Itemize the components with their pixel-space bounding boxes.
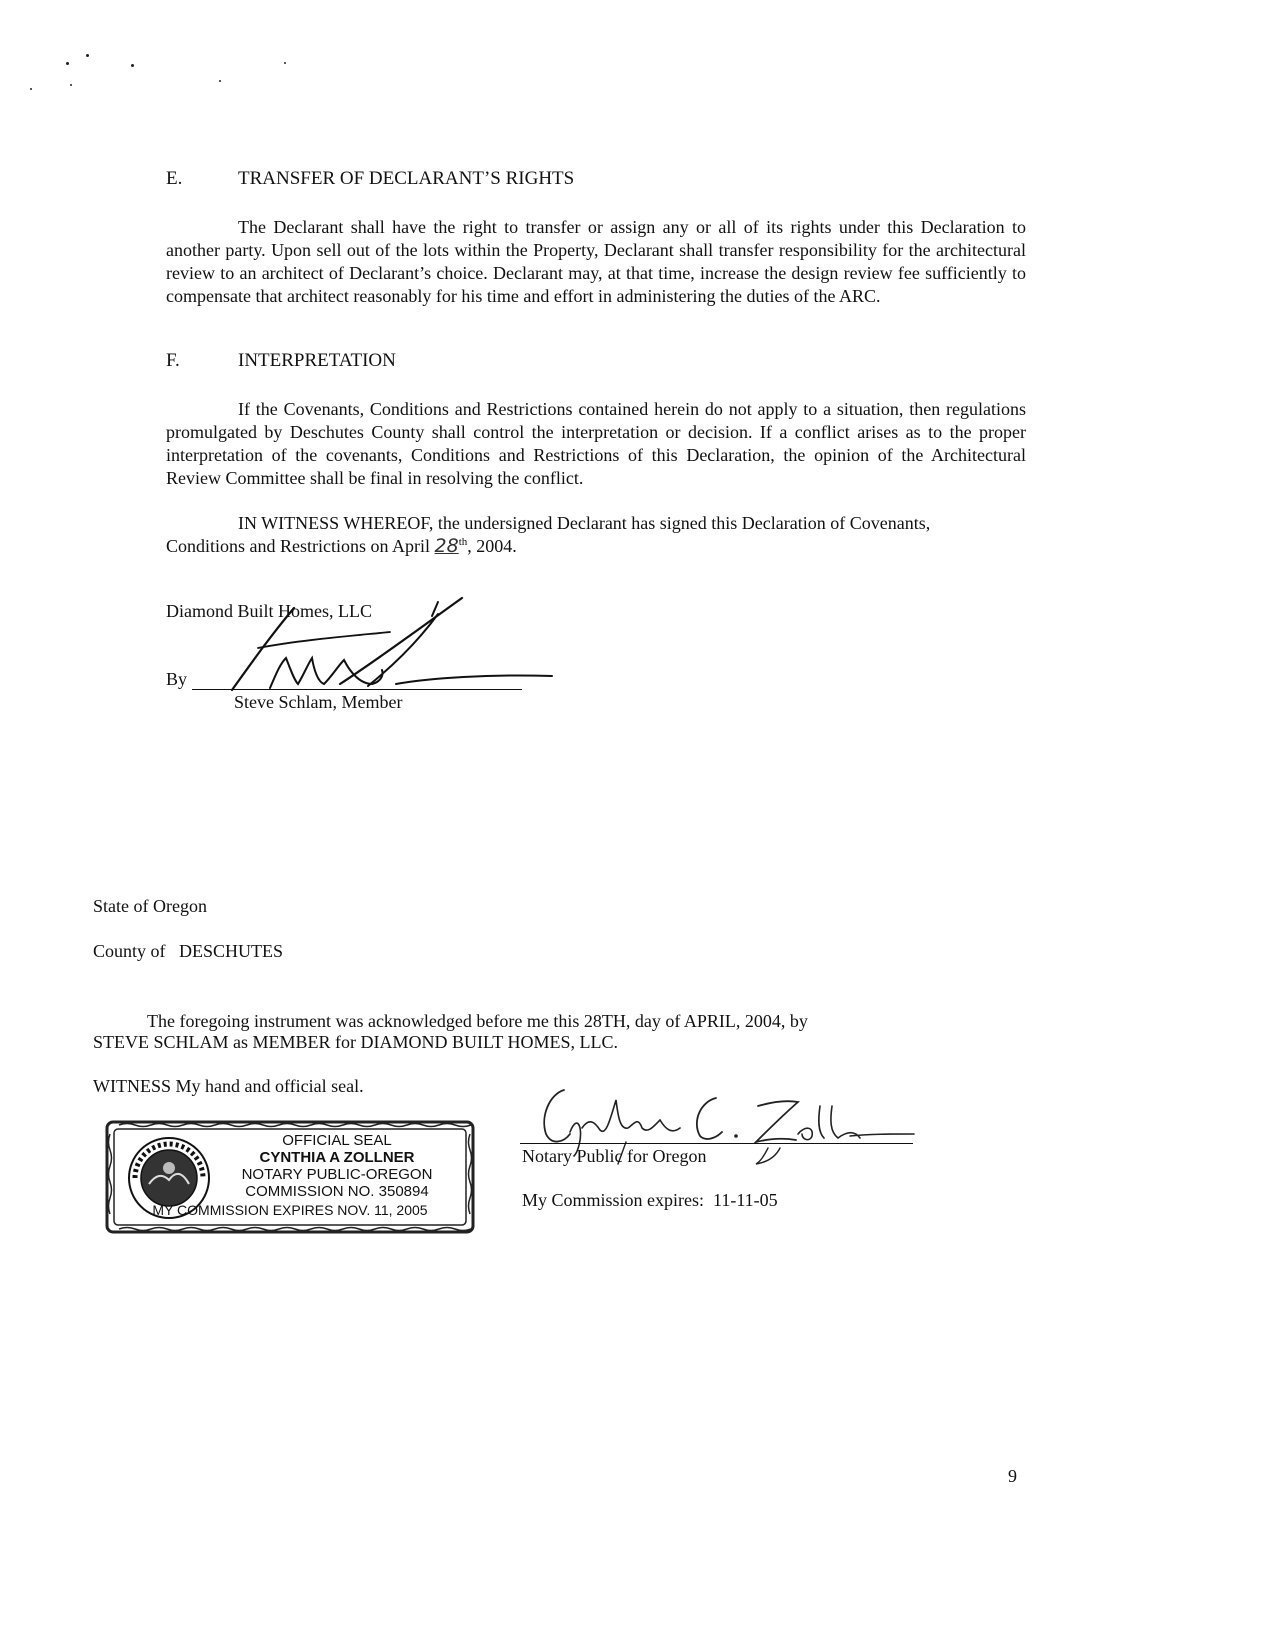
- county-value: DESCHUTES: [179, 941, 284, 961]
- section-e-letter: E.: [166, 168, 183, 189]
- commission-expires-value: 11-11-05: [713, 1190, 778, 1210]
- section-f-title: INTERPRETATION: [238, 350, 396, 371]
- seal-line-name: CYNTHIA A ZOLLNER: [259, 1149, 415, 1166]
- scan-speck: [284, 62, 286, 64]
- section-f-letter: F.: [166, 350, 180, 371]
- declarant-signature: [200, 588, 570, 698]
- witness-line-2-suffix: , 2004.: [467, 536, 517, 556]
- scan-speck: [66, 62, 69, 65]
- acknowledgment-line-1: The foregoing instrument was acknowledged before me this 28TH, day of APRIL, 2004, by: [147, 1011, 808, 1031]
- section-e-paragraph: The Declarant shall have the right to transfer or assign any or all of its rights under this Declaration to another party. Upon sell out of the lots within the Property, Declarant shall transfer responsibility for the architectural review to an architect of Declarant’s choice. Declarant may, at that time, increase the design review fee sufficiently to compensate that architect reasonably for his time and effort in administering the duties of the ARC.: [166, 217, 1026, 306]
- witness-line-2-prefix: Conditions and Restrictions on April: [166, 536, 435, 556]
- notary-seal: [105, 1120, 475, 1234]
- scan-speck: [219, 80, 221, 82]
- seal-line-expires: MY COMMISSION EXPIRES NOV. 11, 2005: [152, 1202, 428, 1218]
- notary-signature-line: [520, 1143, 913, 1144]
- witness-line-2: [166, 535, 517, 557]
- scan-speck: [30, 88, 32, 90]
- section-e-title: TRANSFER OF DECLARANT’S RIGHTS: [238, 168, 575, 189]
- witness-day: 28: [434, 535, 459, 557]
- seal-line-official: OFFICIAL SEAL: [282, 1132, 392, 1149]
- notary-county: [93, 941, 283, 962]
- county-label: County of: [93, 941, 166, 961]
- commission-expires: [522, 1190, 778, 1211]
- page-number: 9: [1008, 1466, 1017, 1486]
- witness-line-1: IN WITNESS WHEREOF, the undersigned Declarant has signed this Declaration of Covenants,: [238, 513, 931, 533]
- notary-label: Notary Public for Oregon: [522, 1146, 707, 1166]
- commission-expires-label: My Commission expires:: [522, 1190, 705, 1210]
- seal-line-title: NOTARY PUBLIC-OREGON: [241, 1166, 433, 1183]
- by-label: By: [166, 669, 188, 689]
- notary-state: State of Oregon: [93, 896, 207, 916]
- scan-speck: [131, 64, 134, 67]
- section-f-paragraph: If the Covenants, Conditions and Restrictions contained herein do not apply to a situation, then regulations promulgated by Deschutes County shall control the interpretation or decision. If a conflict arises as to the proper interpretation of the covenants, Conditions and Restrictions of this Declaration, the opinion of the Architectural Review Committee shall be final in resolving the conflict.: [166, 399, 1026, 488]
- company-name: Diamond Built Homes, LLC: [166, 601, 372, 621]
- witness-seal-line: WITNESS My hand and official seal.: [93, 1076, 364, 1096]
- section-f: [166, 350, 1026, 376]
- signer-name: Steve Schlam, Member: [234, 692, 403, 712]
- acknowledgment-line-2: STEVE SCHLAM as MEMBER for DIAMOND BUILT HOMES, LLC.: [93, 1032, 619, 1052]
- seal-line-commission: COMMISSION NO. 350894: [245, 1183, 429, 1200]
- witness-day-suffix: th: [458, 536, 468, 548]
- scan-speck: [86, 54, 89, 57]
- section-e: [166, 168, 1026, 194]
- scan-speck: [70, 84, 72, 86]
